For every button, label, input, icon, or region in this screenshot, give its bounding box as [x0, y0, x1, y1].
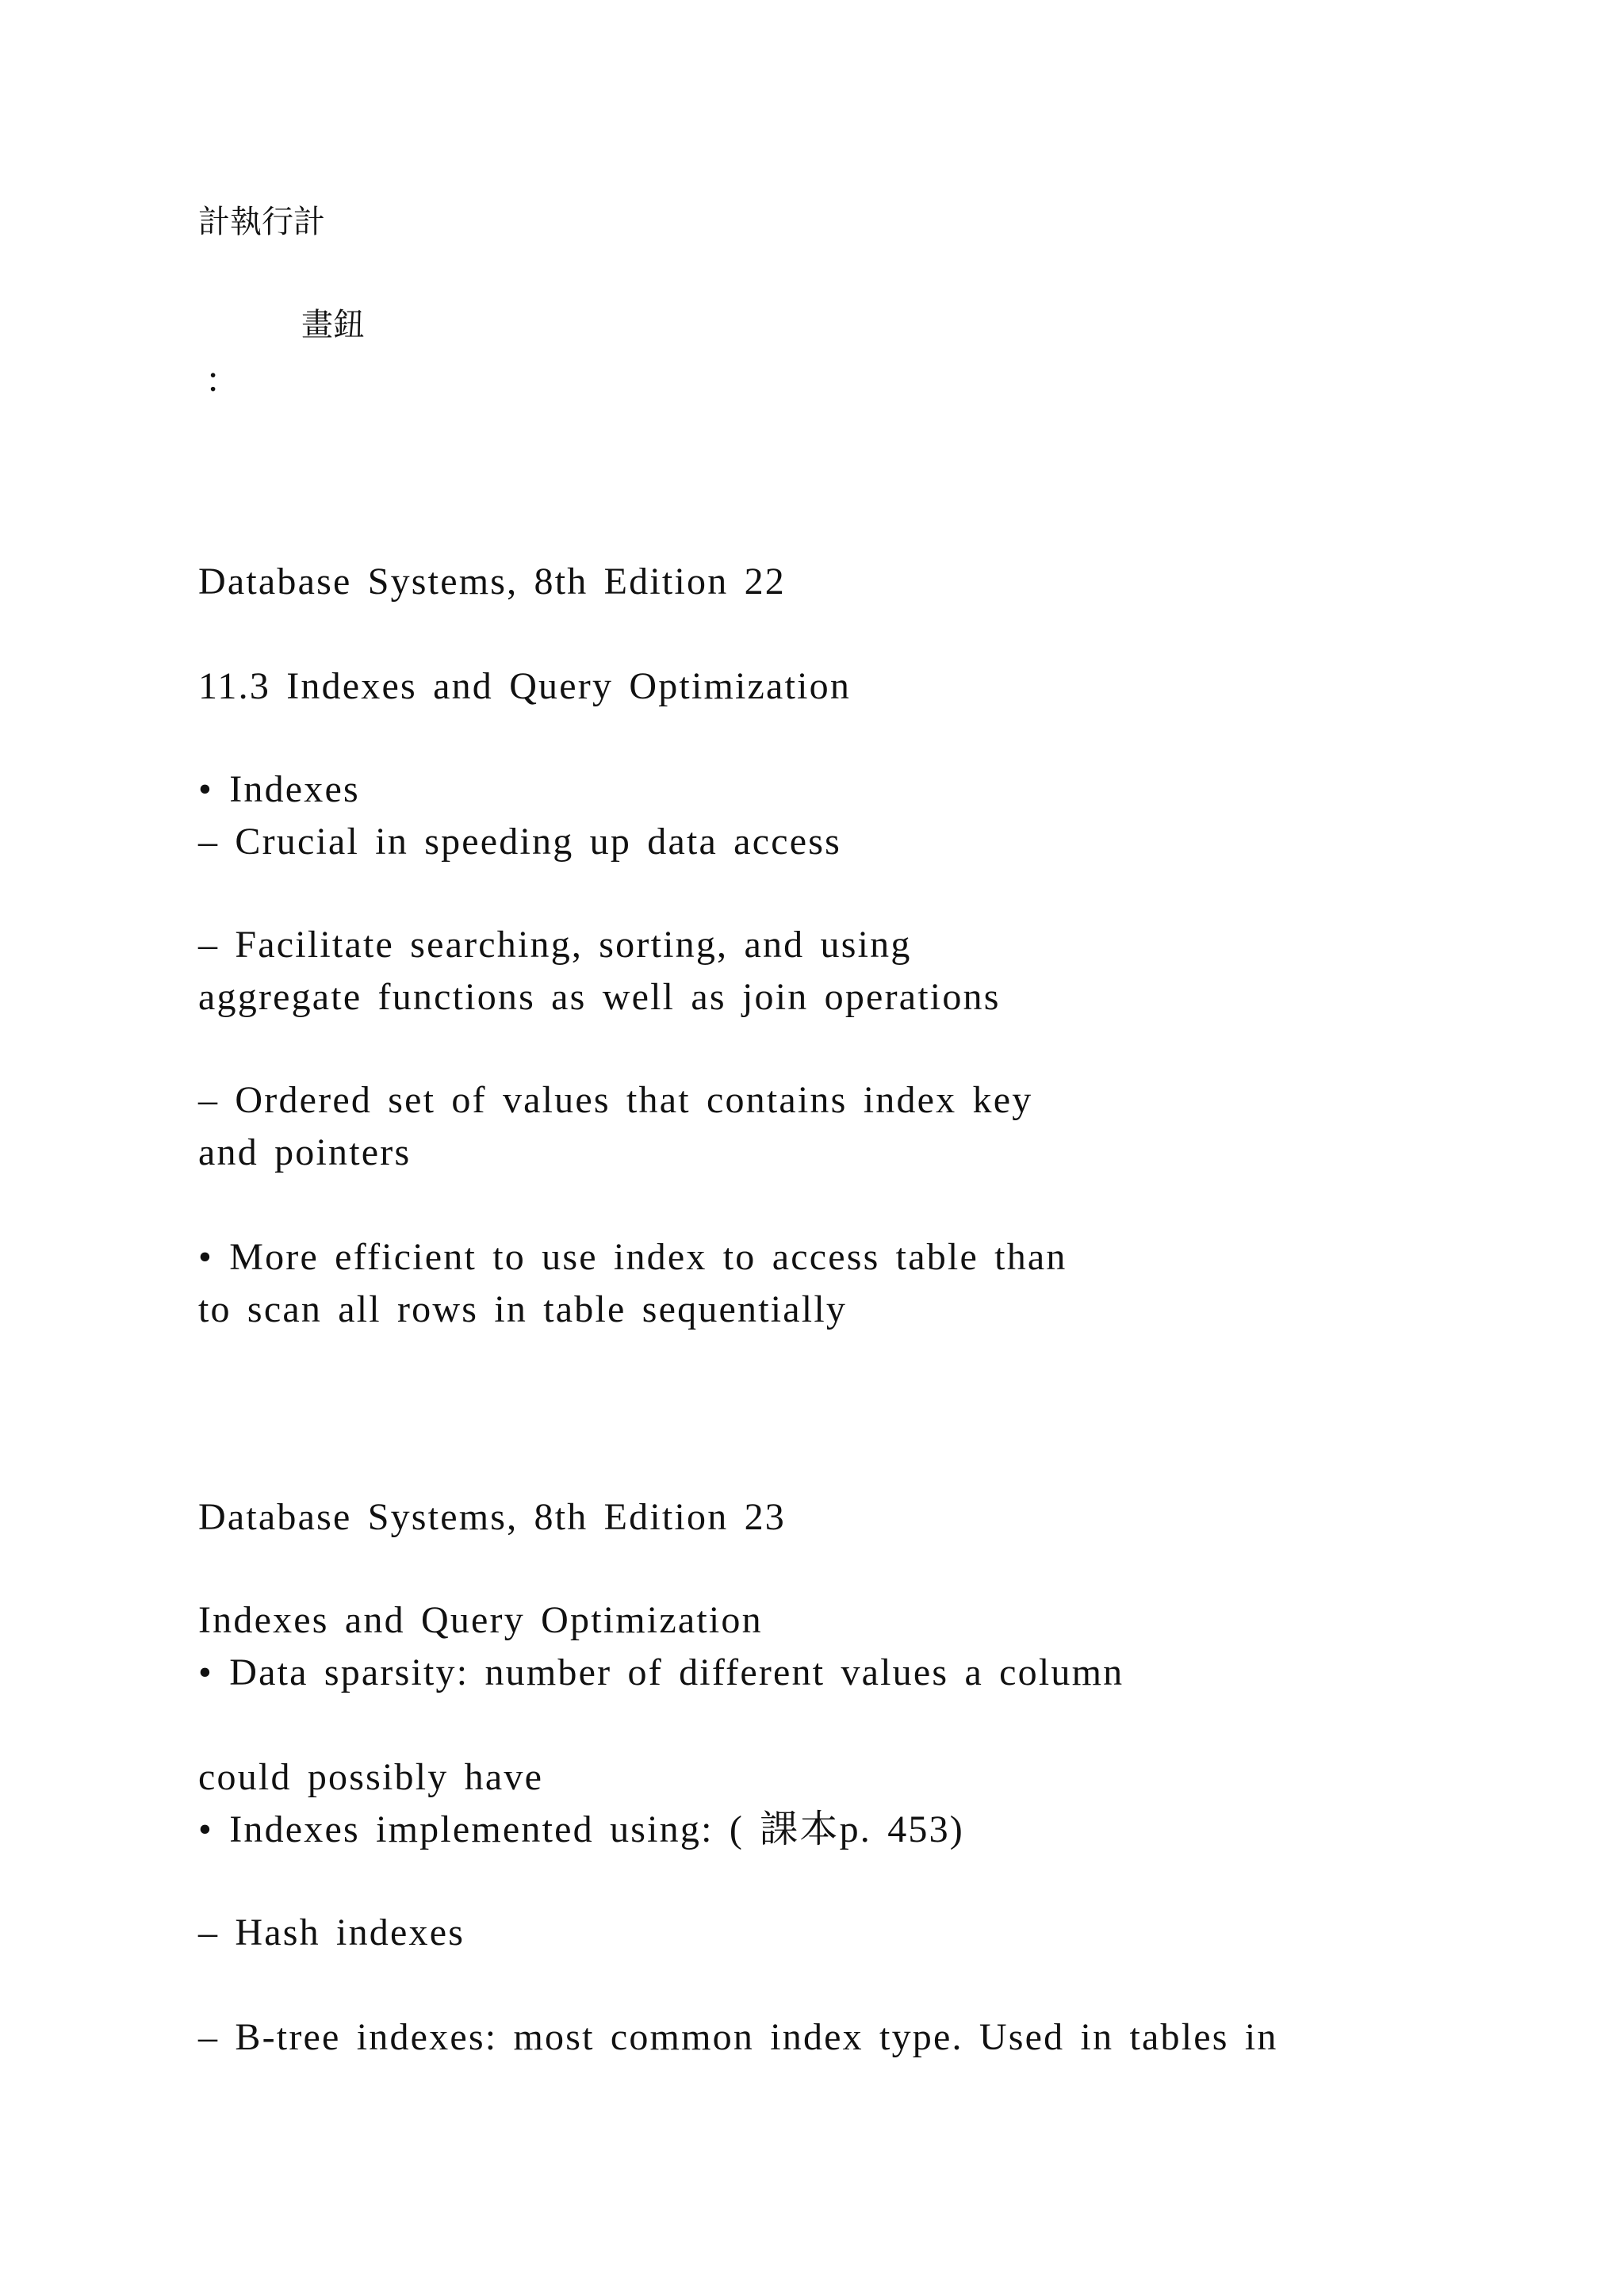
- slide-22-line: aggregate functions as well as join operations: [198, 976, 1001, 1018]
- slide-22-line: – Crucial in speeding up data access: [198, 821, 841, 863]
- slide-22-line: – Facilitate searching, sorting, and using: [198, 924, 912, 966]
- colon-mark: :: [208, 358, 220, 400]
- slide-23-title: Indexes and Query Optimization: [198, 1599, 763, 1641]
- slide-23-line: – Hash indexes: [198, 1911, 465, 1954]
- slide-22-line: and pointers: [198, 1131, 412, 1173]
- slide-23-footer: Database Systems, 8th Edition 23: [198, 1496, 786, 1538]
- slide-22-footer: Database Systems, 8th Edition 22: [198, 561, 786, 603]
- slide-23-line: could possibly have: [198, 1756, 544, 1798]
- slide-22-line: • Indexes: [198, 768, 360, 810]
- slide-22-title: 11.3 Indexes and Query Optimization: [198, 665, 852, 707]
- garbled-subheading: 畫鈕: [301, 307, 365, 343]
- slide-22-line: • More efficient to use index to access table than: [198, 1236, 1067, 1278]
- slide-22-line: to scan all rows in table sequentially: [198, 1288, 848, 1330]
- slide-23-line: – B-tree indexes: most common index type. Used in tables in: [198, 2016, 1278, 2058]
- slide-23-line: • Data sparsity: number of different values a column: [198, 1651, 1124, 1693]
- slide-23-line: • Indexes implemented using: ( 課本p. 453): [198, 1808, 964, 1850]
- slide-22-line: – Ordered set of values that contains index key: [198, 1079, 1033, 1121]
- garbled-heading: 計執行計: [198, 204, 325, 240]
